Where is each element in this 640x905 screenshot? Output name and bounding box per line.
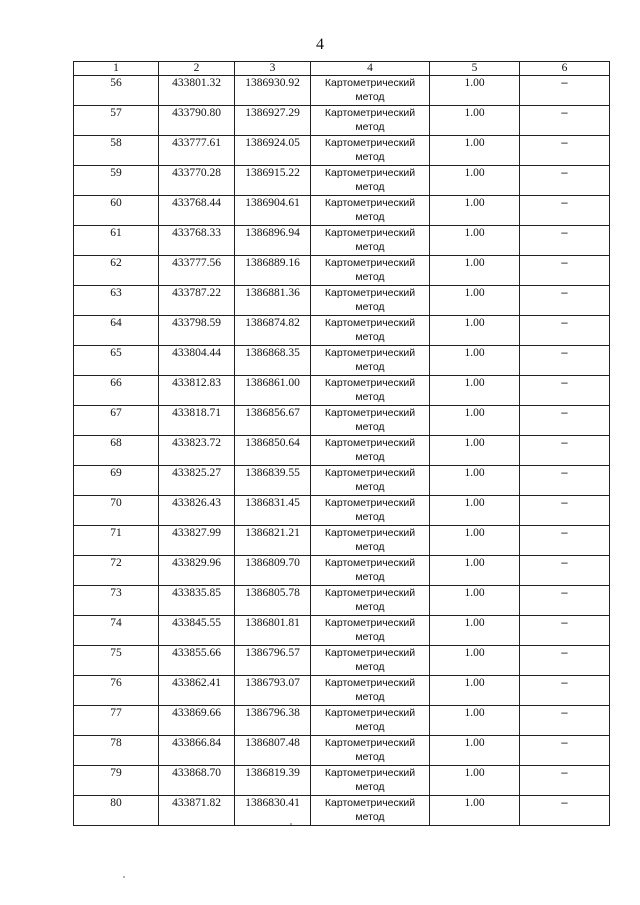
accuracy-cell: 1.00 — [430, 556, 520, 586]
method-line-1: Картометрический — [324, 257, 416, 269]
description-cell: – — [520, 586, 610, 616]
description-cell: – — [520, 556, 610, 586]
accuracy-cell: 1.00 — [430, 376, 520, 406]
accuracy-cell: 1.00 — [430, 76, 520, 106]
method-line-2: метод — [355, 481, 385, 493]
description-cell: – — [520, 256, 610, 286]
method-line-1: Картометрический — [324, 287, 416, 299]
method-line-1: Картометрический — [324, 407, 416, 419]
accuracy-cell: 1.00 — [430, 196, 520, 226]
description-cell: – — [520, 496, 610, 526]
y-coordinate-cell: 1386801.81 — [235, 616, 311, 646]
method-line-2: метод — [355, 271, 385, 283]
point-number-cell: 71 — [74, 526, 159, 556]
method-line-1: Картометрический — [324, 707, 416, 719]
table-row — [74, 166, 610, 196]
coordinates-table — [73, 61, 610, 826]
table-row — [74, 376, 610, 406]
y-coordinate-cell: 1386930.92 — [235, 76, 311, 106]
point-number-cell: 73 — [74, 586, 159, 616]
table-row — [74, 136, 610, 166]
page-number: 4 — [316, 36, 324, 53]
method-line-1: Картометрический — [324, 767, 416, 779]
point-number-cell: 76 — [74, 676, 159, 706]
point-number-cell: 61 — [74, 226, 159, 256]
description-cell: – — [520, 226, 610, 256]
table-row — [74, 706, 610, 736]
x-coordinate-cell: 433777.61 — [159, 136, 235, 166]
x-coordinate-cell: 433787.22 — [159, 286, 235, 316]
x-coordinate-cell: 433862.41 — [159, 676, 235, 706]
x-coordinate-cell: 433768.44 — [159, 196, 235, 226]
point-number-cell: 77 — [74, 706, 159, 736]
table-row — [74, 196, 610, 226]
point-number-cell: 80 — [74, 796, 159, 826]
point-number-cell: 66 — [74, 376, 159, 406]
method-line-2: метод — [355, 241, 385, 253]
description-cell: – — [520, 106, 610, 136]
table-row — [74, 256, 610, 286]
method-line-2: метод — [355, 331, 385, 343]
method-cell — [311, 196, 430, 226]
table-row — [74, 76, 610, 106]
x-coordinate-cell: 433768.33 — [159, 226, 235, 256]
method-cell — [311, 676, 430, 706]
method-line-2: метод — [355, 811, 385, 823]
table-header-row — [74, 62, 610, 76]
point-number-cell: 68 — [74, 436, 159, 466]
description-cell: – — [520, 376, 610, 406]
y-coordinate-cell: 1386793.07 — [235, 676, 311, 706]
point-number-cell: 67 — [74, 406, 159, 436]
description-cell: – — [520, 466, 610, 496]
method-line-2: метод — [355, 631, 385, 643]
point-number-cell: 79 — [74, 766, 159, 796]
method-line-2: метод — [355, 421, 385, 433]
point-number-cell: 64 — [74, 316, 159, 346]
accuracy-cell: 1.00 — [430, 286, 520, 316]
x-coordinate-cell: 433818.71 — [159, 406, 235, 436]
y-coordinate-cell: 1386807.48 — [235, 736, 311, 766]
accuracy-cell: 1.00 — [430, 436, 520, 466]
method-cell — [311, 76, 430, 106]
description-cell: – — [520, 196, 610, 226]
y-coordinate-cell: 1386889.16 — [235, 256, 311, 286]
table-row — [74, 286, 610, 316]
accuracy-cell: 1.00 — [430, 496, 520, 526]
x-coordinate-cell: 433777.56 — [159, 256, 235, 286]
x-coordinate-cell: 433871.82 — [159, 796, 235, 826]
scan-speck — [290, 823, 292, 825]
y-coordinate-cell: 1386904.61 — [235, 196, 311, 226]
method-line-1: Картометрический — [324, 317, 416, 329]
column-header: 4 — [311, 62, 430, 76]
column-header: 2 — [159, 62, 235, 76]
x-coordinate-cell: 433845.55 — [159, 616, 235, 646]
description-cell: – — [520, 796, 610, 826]
table-row — [74, 646, 610, 676]
x-coordinate-cell: 433798.59 — [159, 316, 235, 346]
y-coordinate-cell: 1386805.78 — [235, 586, 311, 616]
x-coordinate-cell: 433855.66 — [159, 646, 235, 676]
y-coordinate-cell: 1386861.00 — [235, 376, 311, 406]
method-line-1: Картометрический — [324, 497, 416, 509]
y-coordinate-cell: 1386856.67 — [235, 406, 311, 436]
method-cell — [311, 136, 430, 166]
method-line-2: метод — [355, 601, 385, 613]
method-line-1: Картометрический — [324, 737, 416, 749]
column-header: 3 — [235, 62, 311, 76]
x-coordinate-cell: 433801.32 — [159, 76, 235, 106]
method-line-1: Картометрический — [324, 77, 416, 89]
accuracy-cell: 1.00 — [430, 316, 520, 346]
table-row — [74, 736, 610, 766]
x-coordinate-cell: 433804.44 — [159, 346, 235, 376]
description-cell: – — [520, 766, 610, 796]
table-row — [74, 676, 610, 706]
description-cell: – — [520, 676, 610, 706]
point-number-cell: 63 — [74, 286, 159, 316]
point-number-cell: 69 — [74, 466, 159, 496]
method-cell — [311, 436, 430, 466]
table-row — [74, 406, 610, 436]
table-row — [74, 616, 610, 646]
method-cell — [311, 106, 430, 136]
method-line-2: метод — [355, 661, 385, 673]
method-line-1: Картометрический — [324, 797, 416, 809]
method-line-2: метод — [355, 781, 385, 793]
x-coordinate-cell: 433869.66 — [159, 706, 235, 736]
accuracy-cell: 1.00 — [430, 586, 520, 616]
method-line-1: Картометрический — [324, 437, 416, 449]
accuracy-cell: 1.00 — [430, 616, 520, 646]
point-number-cell: 60 — [74, 196, 159, 226]
accuracy-cell: 1.00 — [430, 646, 520, 676]
accuracy-cell: 1.00 — [430, 466, 520, 496]
point-number-cell: 78 — [74, 736, 159, 766]
accuracy-cell: 1.00 — [430, 706, 520, 736]
column-header: 6 — [520, 62, 610, 76]
method-line-2: метод — [355, 391, 385, 403]
point-number-cell: 70 — [74, 496, 159, 526]
x-coordinate-cell: 433829.96 — [159, 556, 235, 586]
description-cell: – — [520, 406, 610, 436]
method-cell — [311, 466, 430, 496]
y-coordinate-cell: 1386796.57 — [235, 646, 311, 676]
y-coordinate-cell: 1386809.70 — [235, 556, 311, 586]
y-coordinate-cell: 1386821.21 — [235, 526, 311, 556]
method-line-1: Картометрический — [324, 227, 416, 239]
y-coordinate-cell: 1386881.36 — [235, 286, 311, 316]
y-coordinate-cell: 1386830.41 — [235, 796, 311, 826]
table-row — [74, 496, 610, 526]
accuracy-cell: 1.00 — [430, 136, 520, 166]
description-cell: – — [520, 76, 610, 106]
y-coordinate-cell: 1386896.94 — [235, 226, 311, 256]
method-cell — [311, 406, 430, 436]
method-cell — [311, 496, 430, 526]
column-header: 5 — [430, 62, 520, 76]
table-row — [74, 466, 610, 496]
table-row — [74, 586, 610, 616]
x-coordinate-cell: 433823.72 — [159, 436, 235, 466]
method-cell — [311, 586, 430, 616]
accuracy-cell: 1.00 — [430, 796, 520, 826]
accuracy-cell: 1.00 — [430, 226, 520, 256]
table-row — [74, 346, 610, 376]
method-line-2: метод — [355, 571, 385, 583]
method-cell — [311, 706, 430, 736]
method-line-2: метод — [355, 691, 385, 703]
method-cell — [311, 226, 430, 256]
x-coordinate-cell: 433866.84 — [159, 736, 235, 766]
point-number-cell: 57 — [74, 106, 159, 136]
method-line-1: Картометрический — [324, 617, 416, 629]
method-line-1: Картометрический — [324, 347, 416, 359]
accuracy-cell: 1.00 — [430, 406, 520, 436]
y-coordinate-cell: 1386924.05 — [235, 136, 311, 166]
point-number-cell: 65 — [74, 346, 159, 376]
table-row — [74, 436, 610, 466]
method-cell — [311, 616, 430, 646]
accuracy-cell: 1.00 — [430, 736, 520, 766]
point-number-cell: 59 — [74, 166, 159, 196]
method-cell — [311, 286, 430, 316]
description-cell: – — [520, 286, 610, 316]
table-body — [74, 76, 610, 826]
method-cell — [311, 766, 430, 796]
table-row — [74, 556, 610, 586]
method-cell — [311, 256, 430, 286]
method-line-1: Картометрический — [324, 197, 416, 209]
method-line-2: метод — [355, 541, 385, 553]
method-line-1: Картометрический — [324, 677, 416, 689]
method-line-2: метод — [355, 91, 385, 103]
description-cell: – — [520, 436, 610, 466]
accuracy-cell: 1.00 — [430, 346, 520, 376]
method-line-2: метод — [355, 451, 385, 463]
method-line-2: метод — [355, 181, 385, 193]
method-line-2: метод — [355, 511, 385, 523]
method-line-2: метод — [355, 361, 385, 373]
method-cell — [311, 556, 430, 586]
description-cell: – — [520, 166, 610, 196]
method-line-1: Картометрический — [324, 467, 416, 479]
method-cell — [311, 646, 430, 676]
point-number-cell: 62 — [74, 256, 159, 286]
method-cell — [311, 736, 430, 766]
method-line-1: Картометрический — [324, 527, 416, 539]
x-coordinate-cell: 433770.28 — [159, 166, 235, 196]
method-cell — [311, 346, 430, 376]
x-coordinate-cell: 433826.43 — [159, 496, 235, 526]
x-coordinate-cell: 433812.83 — [159, 376, 235, 406]
method-line-1: Картометрический — [324, 587, 416, 599]
method-cell — [311, 376, 430, 406]
method-line-1: Картометрический — [324, 107, 416, 119]
column-header: 1 — [74, 62, 159, 76]
description-cell: – — [520, 316, 610, 346]
point-number-cell: 72 — [74, 556, 159, 586]
method-line-1: Картометрический — [324, 377, 416, 389]
table-row — [74, 106, 610, 136]
table-row — [74, 526, 610, 556]
accuracy-cell: 1.00 — [430, 766, 520, 796]
method-cell — [311, 526, 430, 556]
y-coordinate-cell: 1386831.45 — [235, 496, 311, 526]
accuracy-cell: 1.00 — [430, 106, 520, 136]
method-line-2: метод — [355, 751, 385, 763]
method-line-2: метод — [355, 721, 385, 733]
accuracy-cell: 1.00 — [430, 676, 520, 706]
method-cell — [311, 316, 430, 346]
description-cell: – — [520, 526, 610, 556]
description-cell: – — [520, 616, 610, 646]
point-number-cell: 75 — [74, 646, 159, 676]
method-line-2: метод — [355, 121, 385, 133]
y-coordinate-cell: 1386850.64 — [235, 436, 311, 466]
method-line-1: Картометрический — [324, 137, 416, 149]
method-cell — [311, 166, 430, 196]
point-number-cell: 74 — [74, 616, 159, 646]
method-line-1: Картометрический — [324, 557, 416, 569]
point-number-cell: 58 — [74, 136, 159, 166]
table-row — [74, 226, 610, 256]
description-cell: – — [520, 136, 610, 166]
y-coordinate-cell: 1386927.29 — [235, 106, 311, 136]
x-coordinate-cell: 433835.85 — [159, 586, 235, 616]
x-coordinate-cell: 433825.27 — [159, 466, 235, 496]
table-row — [74, 316, 610, 346]
description-cell: – — [520, 706, 610, 736]
accuracy-cell: 1.00 — [430, 166, 520, 196]
y-coordinate-cell: 1386874.82 — [235, 316, 311, 346]
x-coordinate-cell: 433827.99 — [159, 526, 235, 556]
method-line-2: метод — [355, 211, 385, 223]
y-coordinate-cell: 1386839.55 — [235, 466, 311, 496]
y-coordinate-cell: 1386796.38 — [235, 706, 311, 736]
y-coordinate-cell: 1386915.22 — [235, 166, 311, 196]
x-coordinate-cell: 433790.80 — [159, 106, 235, 136]
description-cell: – — [520, 346, 610, 376]
method-line-1: Картометрический — [324, 167, 416, 179]
description-cell: – — [520, 736, 610, 766]
scan-speck — [123, 876, 125, 878]
accuracy-cell: 1.00 — [430, 526, 520, 556]
y-coordinate-cell: 1386819.39 — [235, 766, 311, 796]
table-row — [74, 766, 610, 796]
method-cell — [311, 796, 430, 826]
accuracy-cell: 1.00 — [430, 256, 520, 286]
table-row — [74, 796, 610, 826]
description-cell: – — [520, 646, 610, 676]
x-coordinate-cell: 433868.70 — [159, 766, 235, 796]
method-line-2: метод — [355, 301, 385, 313]
method-line-2: метод — [355, 151, 385, 163]
method-line-1: Картометрический — [324, 647, 416, 659]
y-coordinate-cell: 1386868.35 — [235, 346, 311, 376]
point-number-cell: 56 — [74, 76, 159, 106]
